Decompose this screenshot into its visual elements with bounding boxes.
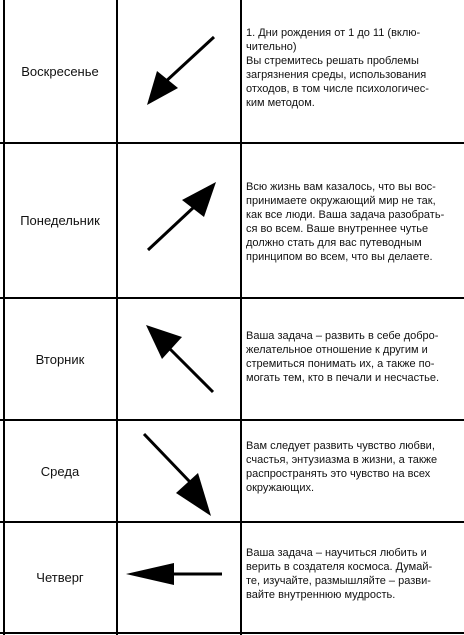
table-row xyxy=(0,523,464,632)
arrow-down-left-icon xyxy=(118,0,240,142)
table-row xyxy=(0,0,464,142)
description: 1. Дни рождения от 1 до 11 (вклю- чительно) Вы стремитесь решать проблемы загрязнения среды, использования отходов, в том числе психологичес- ким методом. xyxy=(246,27,429,109)
day-name: Четверг xyxy=(36,570,84,585)
arrow-down-right-icon xyxy=(118,421,240,521)
day-name: Среда xyxy=(40,463,80,479)
arrow-up-left-icon xyxy=(118,299,240,419)
table-row xyxy=(0,421,464,521)
description: Ваша задача – научиться любить и верить в создателя космоса. Думай- те, изучайте, размышляйте – разви- вайте внутреннюю мудрость. xyxy=(246,547,433,601)
day-name: Воскресенье xyxy=(21,63,99,79)
table-row xyxy=(0,144,464,297)
description: Всю жизнь вам казалось, что вы вос- принимаете окружающий мир не так, как все люди. Ваша задача разобрать- ся во всем. Ваше внутреннее чутье должно стать для вас путеводным принципом во всем, что вы делаете. xyxy=(246,181,445,263)
row-divider-5 xyxy=(0,632,464,634)
arrow-up-right-icon xyxy=(118,144,240,297)
table-row xyxy=(0,299,464,419)
description: Ваша задача – развить в себе добро- желательное отношение к другим и стремиться понимать их, а также по- могать тем, кто в печали и несчастье. xyxy=(246,330,440,384)
day-name: Вторник xyxy=(35,351,85,367)
description: Вам следует развить чувство любви, счастья, энтузиазма в жизни, а также распространять это чувство на всех окружающих. xyxy=(246,440,438,494)
arrow-left-icon xyxy=(118,523,240,632)
day-name: Понедельник xyxy=(20,213,100,228)
